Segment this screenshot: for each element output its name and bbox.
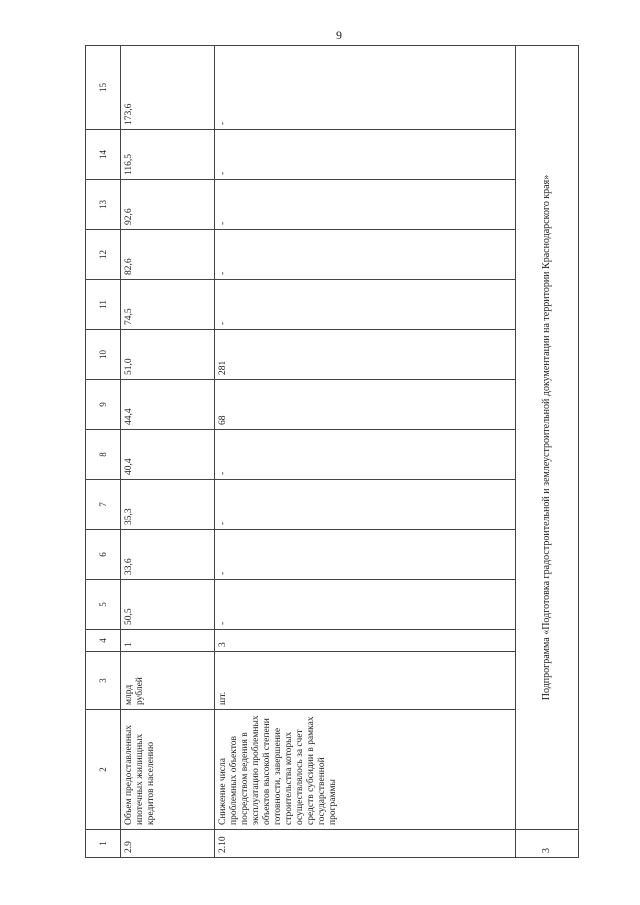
table-row [215, 46, 515, 858]
col-num: 14 [86, 130, 121, 180]
col-num: 13 [86, 180, 121, 230]
value-cell: 173,6 [121, 46, 215, 130]
indicators-table [85, 45, 579, 858]
value-cell: - [215, 130, 515, 180]
row-number: 2.10 [215, 830, 515, 858]
value-cell: 51,0 [121, 330, 215, 380]
col-num: 10 [86, 330, 121, 380]
unit: шт. [215, 652, 515, 710]
col-num: 8 [86, 430, 121, 480]
value-cell: - [215, 280, 515, 330]
col-num: 4 [86, 630, 121, 652]
value-cell: - [215, 46, 515, 130]
subprogram-number: 3 [515, 830, 578, 858]
indicator-name: Снижение числа проблемных объектов посредством ведения в эксплуатацию проблемных объектов высокой степени готовности, завершение строительства которых осуществлялось за счет средств субсидии в рамках государственной программы [215, 710, 515, 830]
value-cell: 116,5 [121, 130, 215, 180]
row-number: 2.9 [121, 830, 215, 858]
col-num: 1 [86, 830, 121, 858]
table-row [121, 46, 215, 858]
col-num: 7 [86, 480, 121, 530]
value-cell: 74,5 [121, 280, 215, 330]
value-cell: 92,6 [121, 180, 215, 230]
status-cell: 3 [215, 630, 515, 652]
value-cell: 44,4 [121, 380, 215, 430]
value-cell: - [215, 230, 515, 280]
value-cell: - [215, 480, 515, 530]
subprogram-row [515, 46, 578, 858]
value-cell: 33,6 [121, 530, 215, 580]
subprogram-title: Подпрограмма «Подготовка градостроительной и землеустроительной документации на территории Краснодарского края» [515, 46, 578, 830]
unit: млрд рублей [121, 652, 215, 710]
col-num: 2 [86, 710, 121, 830]
value-cell: 82,6 [121, 230, 215, 280]
col-num: 15 [86, 46, 121, 130]
value-cell: 281 [215, 330, 515, 380]
status-cell: 1 [121, 630, 215, 652]
col-num: 12 [86, 230, 121, 280]
col-num: 11 [86, 280, 121, 330]
value-cell: - [215, 430, 515, 480]
value-cell: 35,3 [121, 480, 215, 530]
value-cell: 50,5 [121, 580, 215, 630]
page-number: 9 [336, 28, 342, 42]
col-num: 9 [86, 380, 121, 430]
value-cell: - [215, 180, 515, 230]
rotated-table-wrapper [85, 46, 579, 858]
value-cell: 40,4 [121, 430, 215, 480]
value-cell: - [215, 530, 515, 580]
indicator-name: Объем предоставленных ипотечных жилищных кредитов населению [121, 710, 215, 830]
col-num: 5 [86, 580, 121, 630]
value-cell: - [215, 580, 515, 630]
value-cell: 68 [215, 380, 515, 430]
column-number-row [86, 46, 121, 858]
col-num: 6 [86, 530, 121, 580]
col-num: 3 [86, 652, 121, 710]
